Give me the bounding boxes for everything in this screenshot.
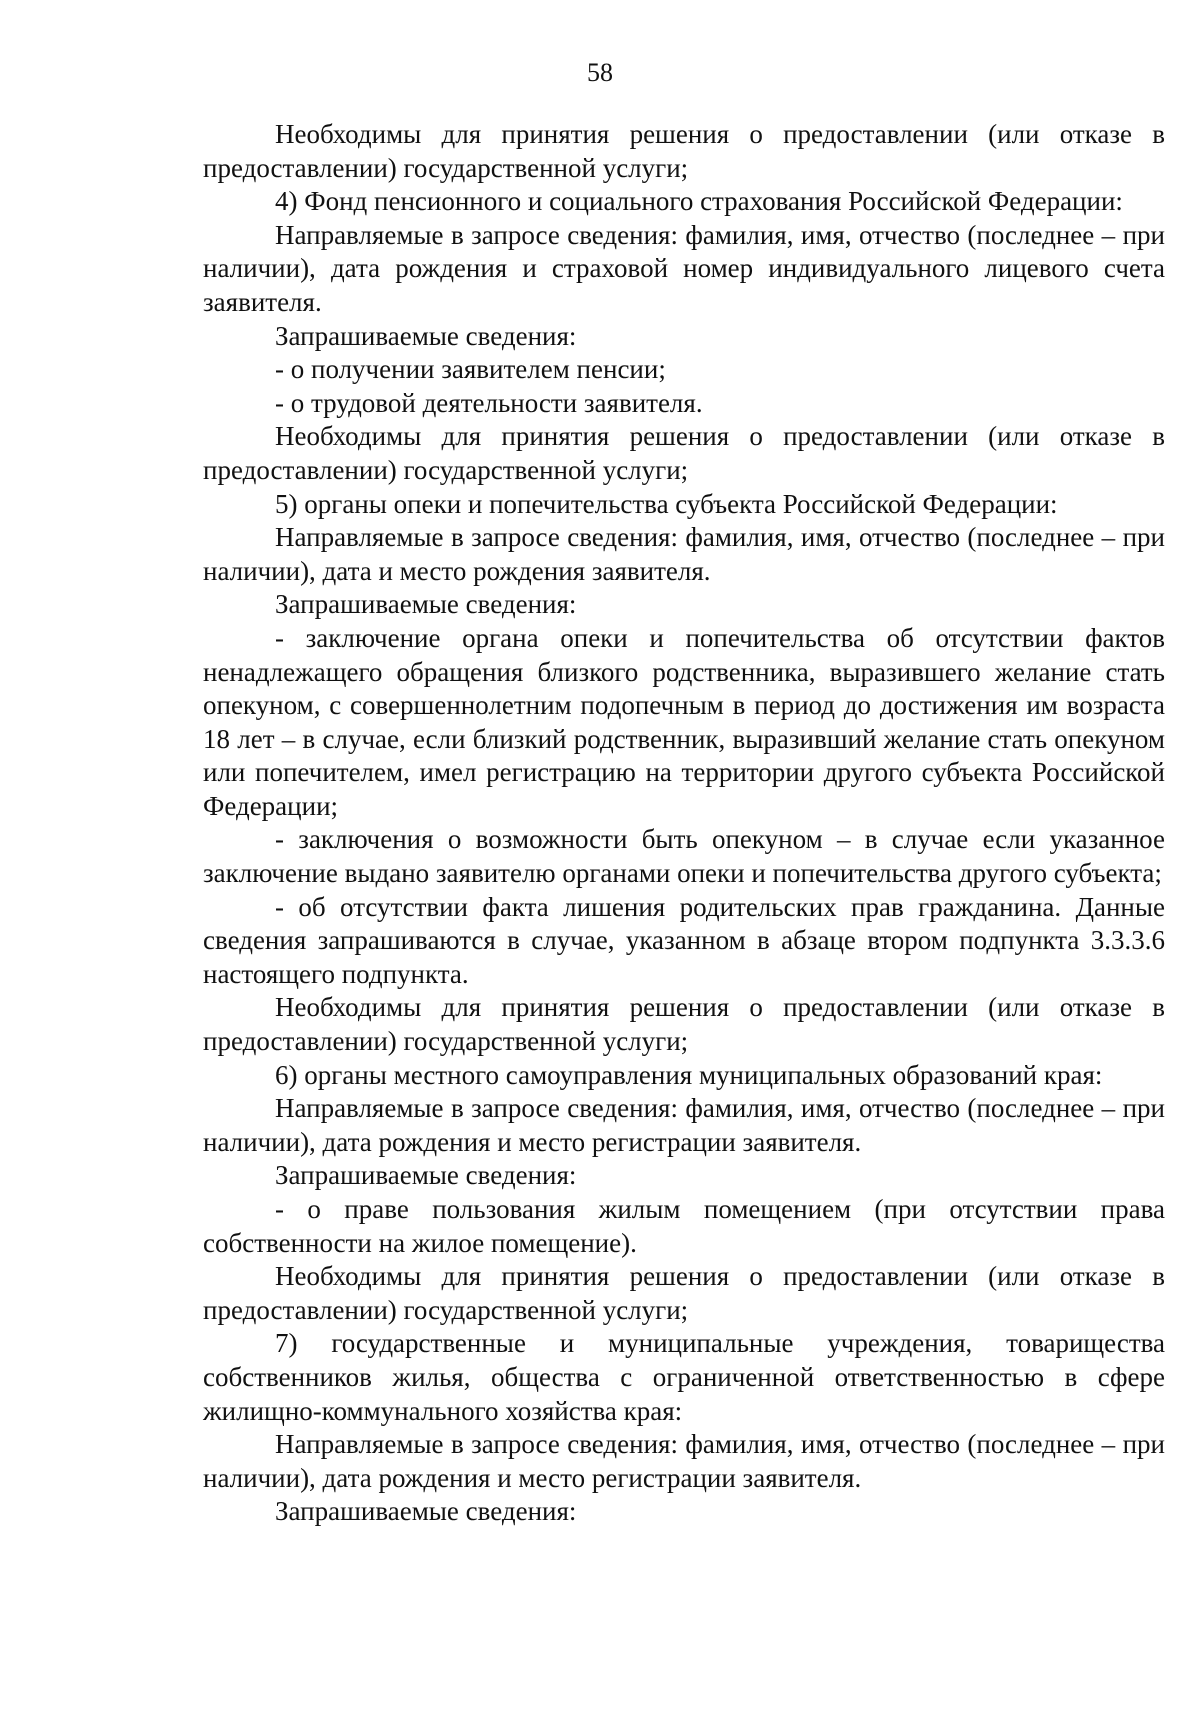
paragraph: Запрашиваемые сведения: [275, 1496, 577, 1527]
paragraph: 5) органы опеки и попечительства субъекта Российской Федерации: [275, 488, 1058, 519]
paragraph: Запрашиваемые сведения: [275, 1160, 577, 1191]
paragraph: Необходимы для принятия решения о предоставлении (или отказе в предоставлении) государственной услуги; [203, 1261, 1165, 1325]
page-number: 58 [587, 58, 613, 87]
paragraph: 7) государственные и муниципальные учреждения, товарищества собственников жилья, общества с ограниченной ответственностью в сфере жилищно-коммунального хозяйства края: [203, 1328, 1165, 1426]
paragraph: Запрашиваемые сведения: [275, 589, 577, 620]
paragraph: - об отсутствии факта лишения родительских прав гражданина. Данные сведения запрашиваются в случае, указанном в абзаце втором подпункта 3.3.3.6 настоящего подпункта. [203, 891, 1165, 989]
paragraph: Необходимы для принятия решения о предоставлении (или отказе в предоставлении) государственной услуги; [203, 119, 1165, 183]
paragraph: - о праве пользования жилым помещением (при отсутствии права собственности на жилое помещение). [203, 1194, 1165, 1258]
paragraph: - о трудовой деятельности заявителя. [275, 387, 703, 418]
document-body [203, 118, 1165, 1529]
paragraph: Необходимы для принятия решения о предоставлении (или отказе в предоставлении) государственной услуги; [203, 992, 1165, 1057]
paragraph: 6) органы местного самоуправления муниципальных образований края: [275, 1059, 1103, 1090]
paragraph: - о получении заявителем пенсии; [275, 354, 666, 385]
paragraph: Необходимы для принятия решения о предоставлении (или отказе в предоставлении) государственной услуги; [203, 421, 1165, 485]
paragraph: Направляемые в запросе сведения: фамилия, имя, отчество (последнее – при наличии), дата рождения и место регистрации заявителя. [203, 1429, 1165, 1493]
paragraph: Направляемые в запросе сведения: фамилия, имя, отчество (последнее – при наличии), дата и место рождения заявителя. [203, 522, 1165, 586]
paragraph: 4) Фонд пенсионного и социального страхования Российской Федерации: [275, 186, 1123, 217]
paragraph: Направляемые в запросе сведения: фамилия, имя, отчество (последнее – при наличии), дата рождения и страховой номер индивидуального лицевого счета заявителя. [203, 219, 1165, 317]
paragraph: Направляемые в запросе сведения: фамилия, имя, отчество (последнее – при наличии), дата рождения и место регистрации заявителя. [203, 1093, 1165, 1157]
paragraph: Запрашиваемые сведения: [275, 320, 577, 351]
paragraph: - заключение органа опеки и попечительства об отсутствии фактов ненадлежащего обращения близкого родственника, выразившего желание стать опекуном, с совершеннолетним подопечным в период до достижения им возраста 18 лет – в случае, если близкий родственник, выразивший желание стать опекуном или попечителем, имел регистрацию на территории другого субъекта Российской Федерации; [203, 622, 1165, 821]
paragraph: - заключения о возможности быть опекуном – в случае если указанное заключение выдано заявителю органами опеки и попечительства другого субъекта; [203, 824, 1165, 889]
